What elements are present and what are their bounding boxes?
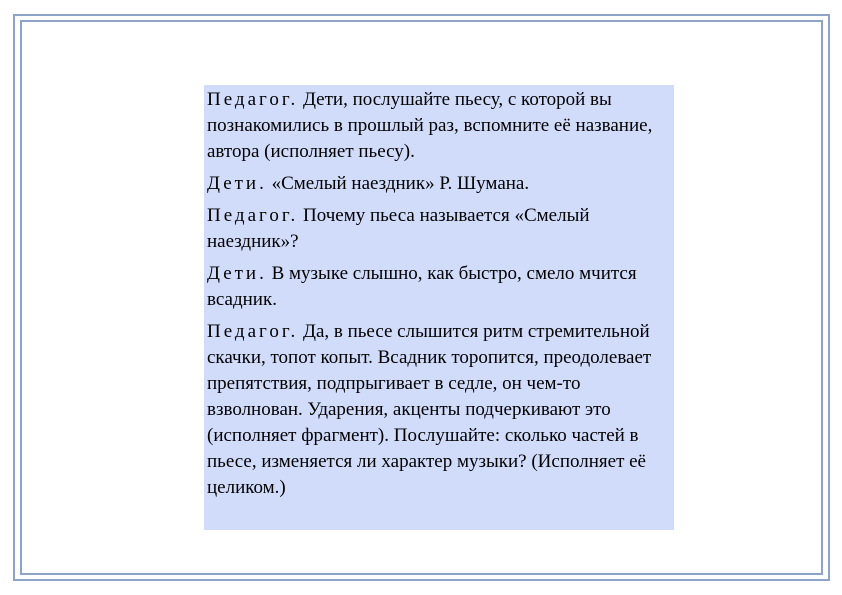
dialogue-paragraph-teacher-3 (207, 319, 672, 501)
dialogue-text: Дети, послушайте пьесу, с которой вы познакомились в прошлый раз, вспомните её название, автора (исполняет пьесу). (207, 89, 653, 162)
speaker-label: Педагог. (207, 89, 299, 110)
dialogue-text: Почему пьеса называется «Смелый наездник»? (207, 205, 590, 252)
dialogue-paragraph-teacher-2 (207, 203, 672, 255)
speaker-label: Педагог. (207, 321, 299, 342)
speaker-label: Дети. (207, 173, 267, 194)
dialogue-paragraph-teacher-1 (207, 87, 672, 165)
dialogue-text: Да, в пьесе слышится ритм стремительной скачки, топот копыт. Всадник торопится, преодолевает препятствия, подпрыгивает в седле, он чем-то взволнован. Ударения, акценты подчеркивают это (исполняет фрагмент). Послушайте: сколько частей в пьесе, изменяется ли характер музыки? (Исполняет её целиком.) (207, 321, 652, 498)
dialogue-paragraph-children-1 (207, 171, 672, 197)
dialogue-text: В музыке слышно, как быстро, смело мчится всадник. (207, 263, 637, 310)
dialogue-paragraph-children-2 (207, 261, 672, 313)
dialogue-text-box (204, 85, 674, 530)
dialogue-text: «Смелый наездник» Р. Шумана. (266, 173, 530, 194)
speaker-label: Педагог. (207, 205, 299, 226)
speaker-label: Дети. (207, 263, 267, 284)
